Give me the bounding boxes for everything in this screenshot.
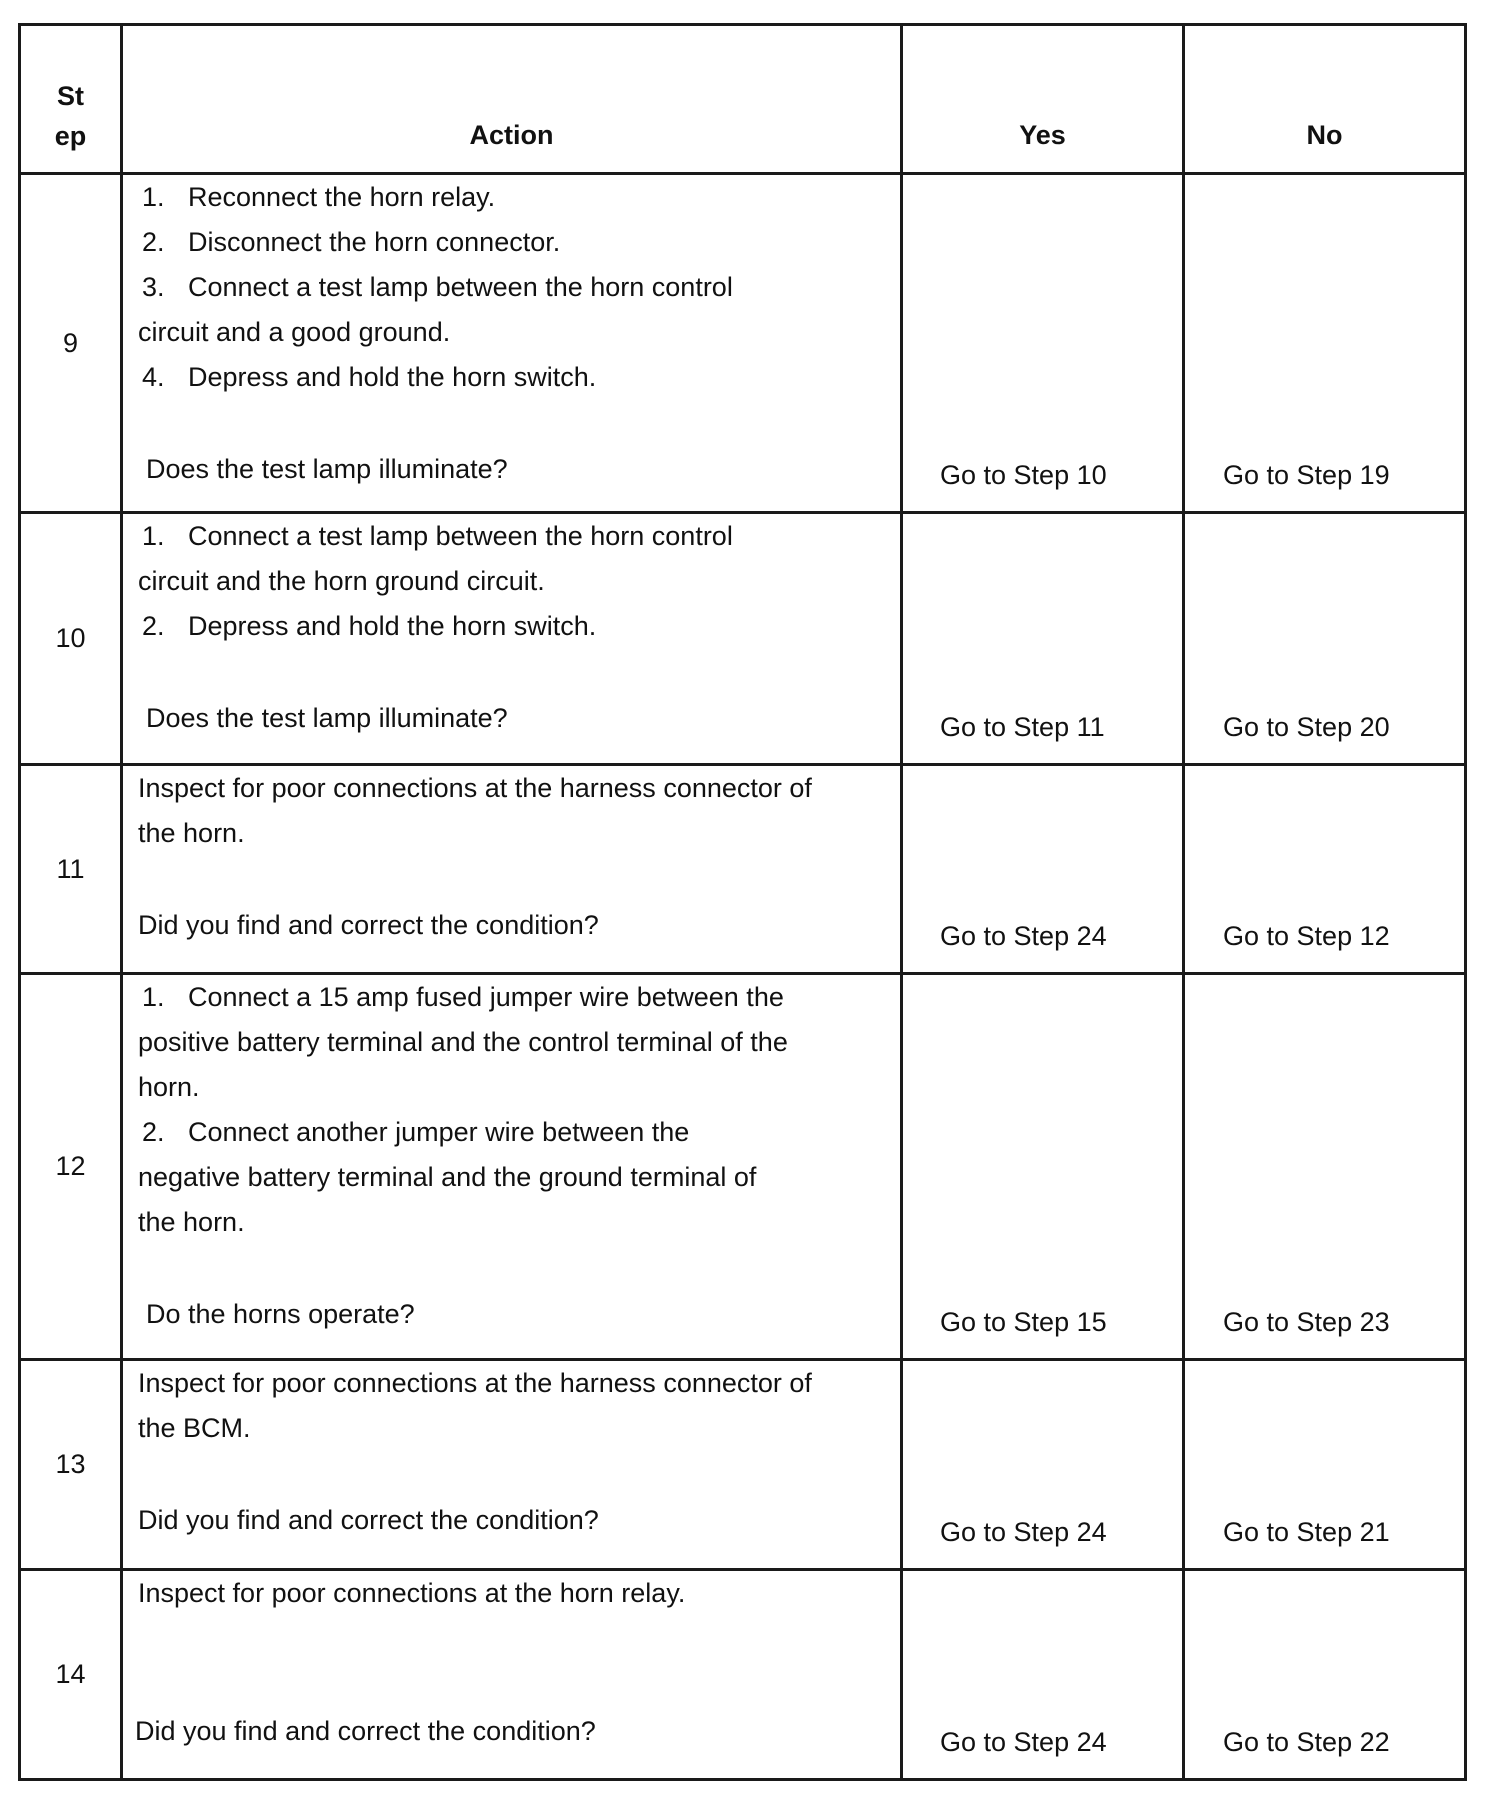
no-result: Go to Step 22 (1223, 1727, 1390, 1757)
step-number: 13 (20, 1360, 122, 1570)
no-cell (1184, 974, 1466, 1360)
action-question: Does the test lamp illuminate? (146, 454, 508, 484)
step-number: 12 (20, 974, 122, 1360)
header-yes: Yes (902, 25, 1184, 174)
action-line: the horn. (138, 1207, 245, 1237)
header-step (20, 25, 122, 174)
no-cell (1184, 1570, 1466, 1780)
header-action: Action (122, 25, 902, 174)
action-line: Inspect for poor connections at the horn relay. (138, 1578, 686, 1608)
yes-cell (902, 1360, 1184, 1570)
no-result: Go to Step 21 (1223, 1517, 1390, 1547)
action-line: 2. Connect another jumper wire between the (142, 1117, 690, 1147)
action-question: Did you find and correct the condition? (138, 910, 599, 940)
table-row (20, 513, 1466, 765)
yes-cell (902, 174, 1184, 513)
table-row (20, 1360, 1466, 1570)
yes-result: Go to Step 24 (940, 1517, 1107, 1547)
yes-result: Go to Step 10 (940, 460, 1107, 490)
step-number: 9 (20, 174, 122, 513)
no-result: Go to Step 20 (1223, 712, 1390, 742)
no-cell (1184, 174, 1466, 513)
no-cell (1184, 513, 1466, 765)
header-step-line1: St (57, 81, 84, 111)
yes-cell (902, 974, 1184, 1360)
diagnostic-table (18, 23, 1467, 1781)
yes-result: Go to Step 24 (940, 1727, 1107, 1757)
no-result: Go to Step 23 (1223, 1307, 1390, 1337)
action-line: circuit and a good ground. (138, 317, 451, 347)
action-line: the BCM. (138, 1413, 251, 1443)
action-line: 2. Disconnect the horn connector. (142, 227, 561, 257)
step-number: 10 (20, 513, 122, 765)
step-number: 11 (20, 765, 122, 974)
action-line: the horn. (138, 818, 245, 848)
action-line: 1. Connect a 15 amp fused jumper wire between the (142, 982, 784, 1012)
action-cell (122, 1360, 902, 1570)
action-question: Did you find and correct the condition? (135, 1716, 596, 1746)
action-question: Does the test lamp illuminate? (146, 703, 508, 733)
header-row (20, 25, 1466, 174)
action-question: Do the horns operate? (146, 1299, 415, 1329)
action-line: 1. Reconnect the horn relay. (142, 182, 496, 212)
action-line: circuit and the horn ground circuit. (138, 566, 545, 596)
step-number: 14 (20, 1570, 122, 1780)
yes-cell (902, 765, 1184, 974)
action-line: 4. Depress and hold the horn switch. (142, 362, 597, 392)
action-line: Inspect for poor connections at the harness connector of (138, 773, 812, 803)
yes-result: Go to Step 15 (940, 1307, 1107, 1337)
action-cell (122, 974, 902, 1360)
action-line: horn. (138, 1072, 200, 1102)
yes-cell (902, 513, 1184, 765)
action-question: Did you find and correct the condition? (138, 1505, 599, 1535)
action-cell (122, 513, 902, 765)
action-cell (122, 765, 902, 974)
table-row (20, 1570, 1466, 1780)
action-cell (122, 1570, 902, 1780)
table-row (20, 765, 1466, 974)
action-line: Inspect for poor connections at the harness connector of (138, 1368, 812, 1398)
action-line: 2. Depress and hold the horn switch. (142, 611, 597, 641)
no-result: Go to Step 19 (1223, 460, 1390, 490)
yes-cell (902, 1570, 1184, 1780)
header-step-line2: ep (54, 121, 87, 151)
no-cell (1184, 1360, 1466, 1570)
action-line: negative battery terminal and the ground terminal of (138, 1162, 757, 1192)
header-no: No (1184, 25, 1466, 174)
yes-result: Go to Step 11 (940, 712, 1105, 742)
table-row (20, 974, 1466, 1360)
action-line: 3. Connect a test lamp between the horn control (142, 272, 733, 302)
action-line: 1. Connect a test lamp between the horn control (142, 521, 733, 551)
yes-result: Go to Step 24 (940, 921, 1107, 951)
no-cell (1184, 765, 1466, 974)
table-row (20, 174, 1466, 513)
no-result: Go to Step 12 (1223, 921, 1390, 951)
action-cell (122, 174, 902, 513)
action-line: positive battery terminal and the control terminal of the (138, 1027, 788, 1057)
